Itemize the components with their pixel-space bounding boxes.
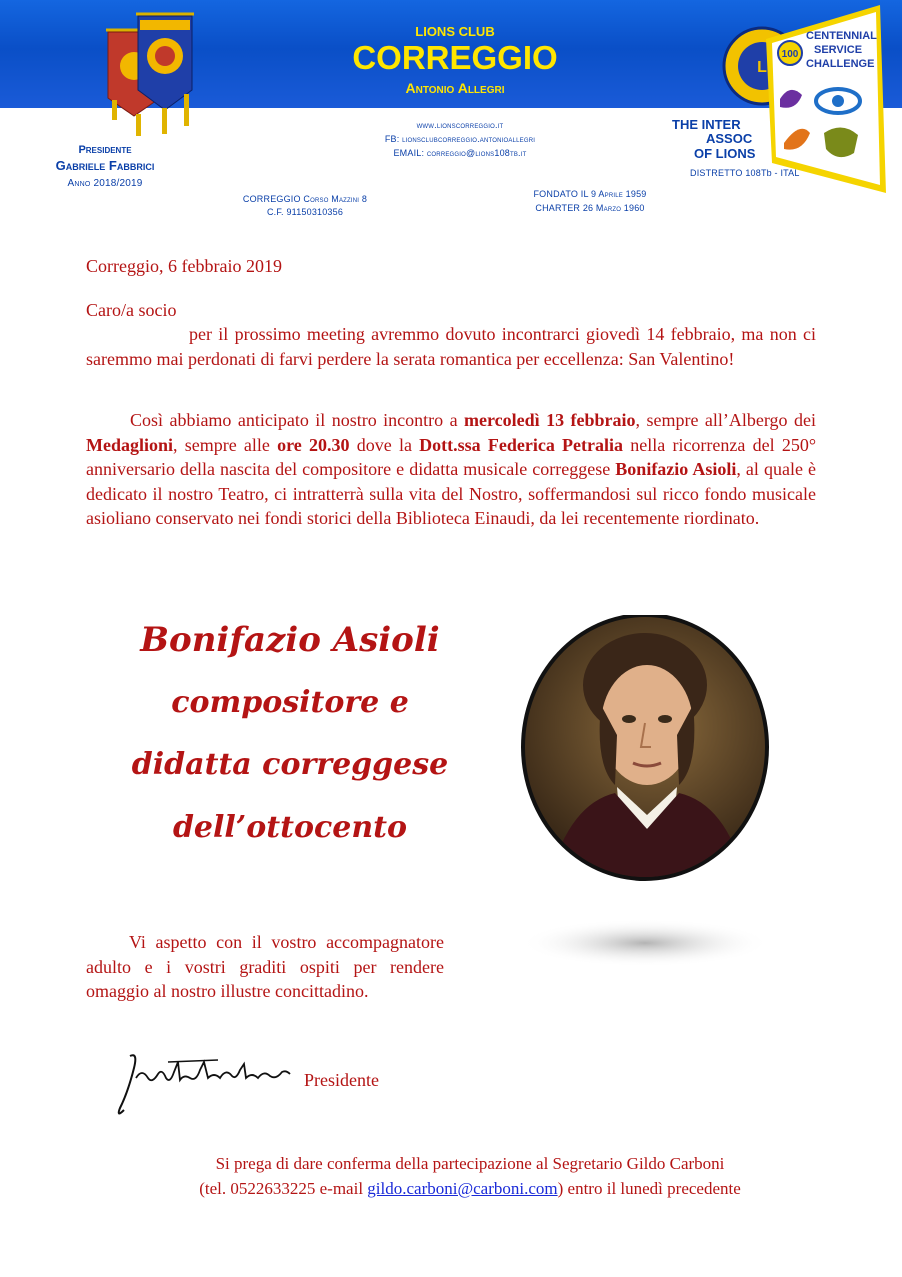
svg-text:CENTENNIAL: CENTENNIAL [806,30,877,42]
secretary-email-link[interactable]: gildo.carboni@carboni.com [367,1179,558,1198]
title-line-1: Bonifazio Asioli [140,620,440,660]
letter-salutation: Caro/a socio [86,300,177,320]
composer-portrait [505,615,805,975]
president-year: Anno 2018/2019 [67,178,143,189]
club-subtitle: Antonio Allegri [405,80,505,96]
president-title: Presidente [78,144,132,156]
svg-text:CHALLENGE: CHALLENGE [806,58,875,70]
title-line-3: didatta correggese [131,747,449,782]
charter-date: CHARTER 26 Marzo 1960 [535,203,645,213]
composer-name: Bonifazio Asioli [615,459,737,480]
president-name: Gabriele Fabbrici [55,158,155,173]
svg-text:100: 100 [781,49,799,60]
intl-line-1: THE INTER [672,117,741,132]
svg-text:L: L [757,59,767,76]
event-venue: Medaglioni [86,434,174,455]
letter-date: Correggio, 6 febbraio 2019 [86,256,282,276]
club-line: LIONS CLUB [415,24,495,39]
event-time: ore 20.30 [277,434,350,455]
email-link[interactable]: EMAIL: correggio@lions108tb.it [393,148,527,158]
president-signature [108,1048,300,1120]
club-banners-logo [100,8,200,138]
title-line-4: dell’ottocento [172,810,408,845]
facebook-link[interactable]: FB: lionsclubcorreggio.antonioallegri [384,134,536,144]
club-name: CORREGGIO [352,39,558,76]
letter-paragraph-2: Così abbiamo anticipato il nostro incontro a mercoledì 13 febbraio, sempre all’Albergo dei Medaglioni, sempre alle ore 20.30 dove la Dott.ssa Federica Petralia nella ricorrenza del 250° anniversario della nascita del compositore e didatta musicale correggese Bonifazio Asioli, al quale è dedicato il nostro Teatro, ci intratterrà sulla vita del Nostro, soffermandosi sul ricco fondo musicale asioliano conservato nei fondi storici della Biblioteca Einaudi, da lei recentemente riordinato. [86,410,817,529]
svg-text:SERVICE: SERVICE [814,44,863,56]
website-link[interactable]: www.lionscorreggio.it [416,120,504,130]
club-address: CORREGGIO Corso Mazzini 8 [242,194,368,204]
signature-role: Presidente [304,1070,379,1090]
intl-line-3: OF LIONS [694,146,756,161]
letter-paragraph-1: per il prossimo meeting avremmo dovuto incontrarci giovedì 14 febbraio, ma non ci saremmo mai perdonati di farvi perdere la serata romantica per eccellenza: San Valentino! [86,324,816,369]
invitation-paragraph: Vi aspetto con il vostro accompagnatore adulto e i vostri graditi ospiti per rendere omaggio al nostro illustre concittadino. [86,932,444,1002]
speaker-name: Dott.ssa Federica Petralia [419,434,624,455]
event-date: mercoledì 13 febbraio [464,410,636,430]
district-label: DISTRETTO 108Tb - ITAL [690,168,800,178]
footer-line-1: Si prega di dare conferma della partecipazione al Segretario Gildo Carboni [215,1154,725,1173]
title-line-2: compositore e [171,685,409,720]
intl-line-2: ASSOC [706,131,753,146]
founded-date: FONDATO IL 9 Aprile 1959 [533,189,647,199]
club-tax-code: C.F. 91150310356 [266,207,344,217]
footer-line-2: (tel. 0522633225 e-mail gildo.carboni@carboni.com) entro il lunedì precedente [199,1179,741,1198]
